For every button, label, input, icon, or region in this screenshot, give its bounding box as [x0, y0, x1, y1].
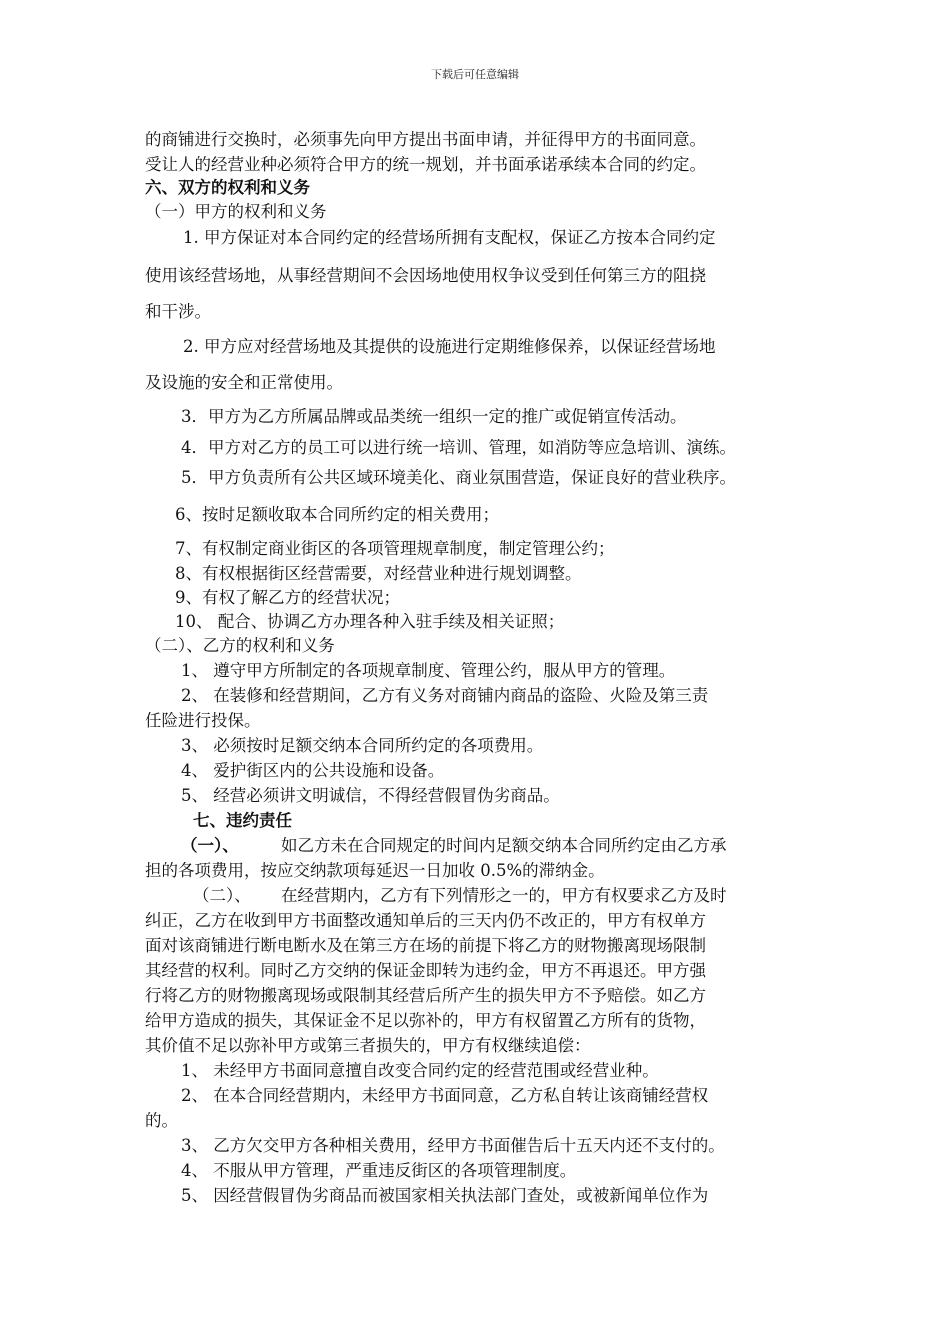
paragraph-line: 7、有权制定商业街区的各项管理规章制度，制定管理公约； [175, 539, 615, 558]
subsection-heading: （二）、乙方的权利和义务 [145, 636, 335, 655]
paragraph-line: 其价值不足以弥补甲方或第三者损失的，甲方有权继续追偿： [145, 1036, 591, 1055]
paragraph-line: 5、 因经营假冒伪劣商品而被国家相关执法部门查处，或被新闻单位作为 [181, 1186, 709, 1205]
paragraph-line: 3、 乙方欠交甲方各种相关费用，经甲方书面催告后十五天内还不支付的。 [181, 1136, 725, 1155]
paragraph-line: 1. 甲方保证对本合同约定的经营场所拥有支配权，保证乙方按本合同约定 [183, 228, 716, 247]
paragraph-line: 10、 配合、协调乙方办理各种入驻手续及相关证照； [175, 612, 565, 631]
paragraph-line: 3、 必须按时足额交纳本合同所约定的各项费用。 [181, 736, 544, 755]
paragraph-line: 其经营的权利。同时乙方交纳的保证金即转为违约金，甲方不再退还。甲方强 [145, 961, 706, 980]
paragraph-line: 4、 爱护街区内的公共设施和设备。 [181, 761, 445, 780]
paragraph-line: 3．甲方为乙方所属品牌或品类统一组织一定的推广或促销宣传活动。 [181, 407, 687, 426]
clause-number: （一）、 [181, 836, 239, 855]
paragraph-line: 的商铺进行交换时，必须事先向甲方提出书面申请，并征得甲方的书面同意。 [145, 130, 706, 149]
paragraph-line: 2、 在装修和经营期间，乙方有义务对商铺内商品的盗险、火险及第三责 [181, 686, 709, 705]
section-heading: 七、违约责任 [193, 811, 292, 830]
paragraph-line: 1、 未经甲方书面同意擅自改变合同约定的经营范围或经营业种。 [181, 1061, 659, 1080]
paragraph-line: 1、 遵守甲方所制定的各项规章制度、管理公约，服从甲方的管理。 [181, 661, 676, 680]
paragraph-line: 受让人的经营业种必须符合甲方的统一规划，并书面承诺承续本合同的约定。 [145, 155, 706, 174]
paragraph-line: 9、有权了解乙方的经营状况； [175, 588, 400, 607]
paragraph-line: 给甲方造成的损失，其保证金不足以弥补的，甲方有权留置乙方所有的货物， [145, 1011, 706, 1030]
paragraph-line: 任险进行投保。 [145, 711, 261, 730]
subsection-heading: （一）甲方的权利和义务 [145, 202, 327, 221]
paragraph-line: 在经营期内，乙方有下列情形之一的，甲方有权要求乙方及时 [281, 886, 727, 905]
paragraph-line: 8、有权根据街区经营需要，对经营业种进行规划调整。 [175, 564, 582, 583]
paragraph-line: 和干涉。 [145, 302, 211, 321]
paragraph-line: 的。 [145, 1111, 178, 1130]
paragraph-line: 2. 甲方应对经营场地及其提供的设施进行定期维修保养，以保证经营场地 [183, 337, 716, 356]
paragraph-line: 4．甲方对乙方的员工可以进行统一培训、管理，如消防等应急培训、演练。 [181, 438, 736, 457]
paragraph-line: 面对该商铺进行断电断水及在第三方在场的前提下将乙方的财物搬离现场限制 [145, 936, 706, 955]
paragraph-line: 行将乙方的财物搬离现场或限制其经营后所产生的损失甲方不予赔偿。如乙方 [145, 986, 706, 1005]
paragraph-line: 6、按时足额收取本合同所约定的相关费用； [175, 505, 499, 524]
paragraph-line: 2、 在本合同经营期内，未经甲方书面同意，乙方私自转让该商铺经营权 [181, 1086, 709, 1105]
section-heading: 六、双方的权利和义务 [145, 178, 310, 197]
paragraph-line: 使用该经营场地，从事经营期间不会因场地使用权争议受到任何第三方的阻挠 [145, 266, 706, 285]
paragraph-line: 担的各项费用，按应交纳款项每延迟一日加收 0.5%的滞纳金。 [145, 861, 605, 880]
paragraph-line: 5．甲方负责所有公共区域环境美化、商业氛围营造，保证良好的营业秩序。 [181, 468, 736, 487]
paragraph-line: 纠正，乙方在收到甲方书面整改通知单后的三天内仍不改正的，甲方有权单方 [145, 911, 706, 930]
paragraph-line: 及设施的安全和正常使用。 [145, 373, 343, 392]
page-header: 下载后可任意编辑 [431, 68, 519, 81]
clause-number: （二）、 [193, 886, 251, 905]
paragraph-line: 4、 不服从甲方管理，严重违反街区的各项管理制度。 [181, 1161, 577, 1180]
paragraph-line: 如乙方未在合同规定的时间内足额交纳本合同所约定由乙方承 [281, 836, 727, 855]
paragraph-line: 5、 经营必须讲文明诚信，不得经营假冒伪劣商品。 [181, 786, 560, 805]
